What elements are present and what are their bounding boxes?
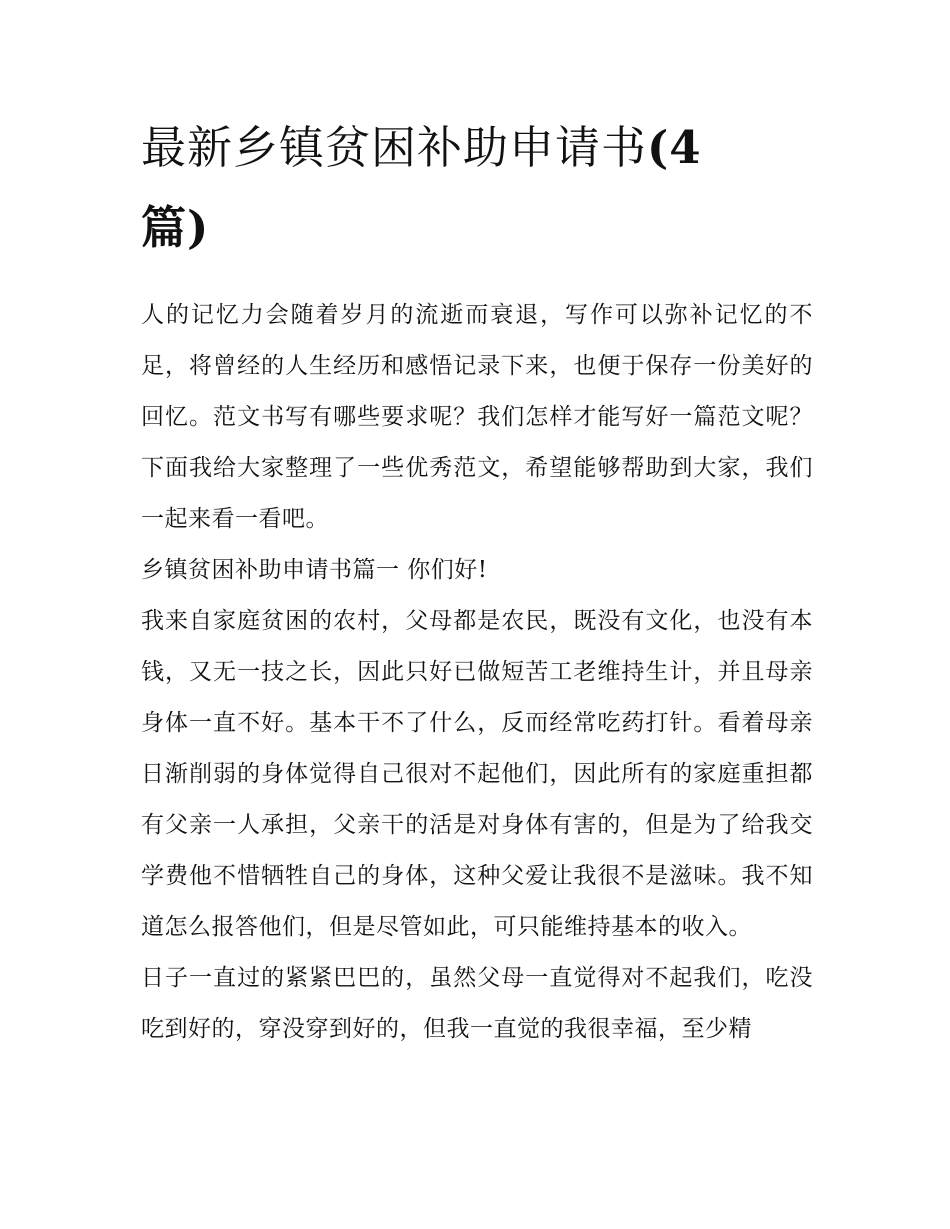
section-heading-1: 乡镇贫困补助申请书篇一 你们好! — [141, 557, 488, 583]
title-main-text: 最新乡镇贫困补助申请书 — [141, 121, 648, 174]
body-paragraph-1: 我来自家庭贫困的农村，父母都是农民，既没有文化，也没有本钱，又无一技之长，因此只好已做短苦工老维持生计，并且母亲身体一直不好。基本干不了什么，反而经常吃药打针。看着母亲日渐削弱的身体觉得自己很对不起他们，因此所有的家庭重担都有父亲一人承担，父亲干的活是对身体有害的，但是为了给我交学费他不惜牺牲自己的身体，这种父爱让我很不是滋味。我不知道怎么报答他们，但是尽管如此，可只能维持基本的收入。 — [141, 608, 813, 940]
body-paragraph-2: 日子一直过的紧紧巴巴的，虽然父母一直觉得对不起我们，吃没吃到好的，穿没穿到好的，但我一直觉的我很幸福，至少精 — [141, 965, 813, 1042]
document-content — [141, 108, 813, 1055]
document-title — [141, 108, 813, 268]
title-count-open: (4 — [647, 121, 702, 174]
intro-paragraph: 人的记忆力会随着岁月的流逝而衰退，写作可以弥补记忆的不足，将曾经的人生经历和感悟记录下来，也便于保存一份美好的回忆。范文书写有哪些要求呢？我们怎样才能写好一篇范文呢？下面我给大家整理了一些优秀范文，希望能够帮助到大家，我们一起来看一看吧。 — [141, 302, 813, 532]
title-count-close: 篇) — [141, 201, 210, 254]
